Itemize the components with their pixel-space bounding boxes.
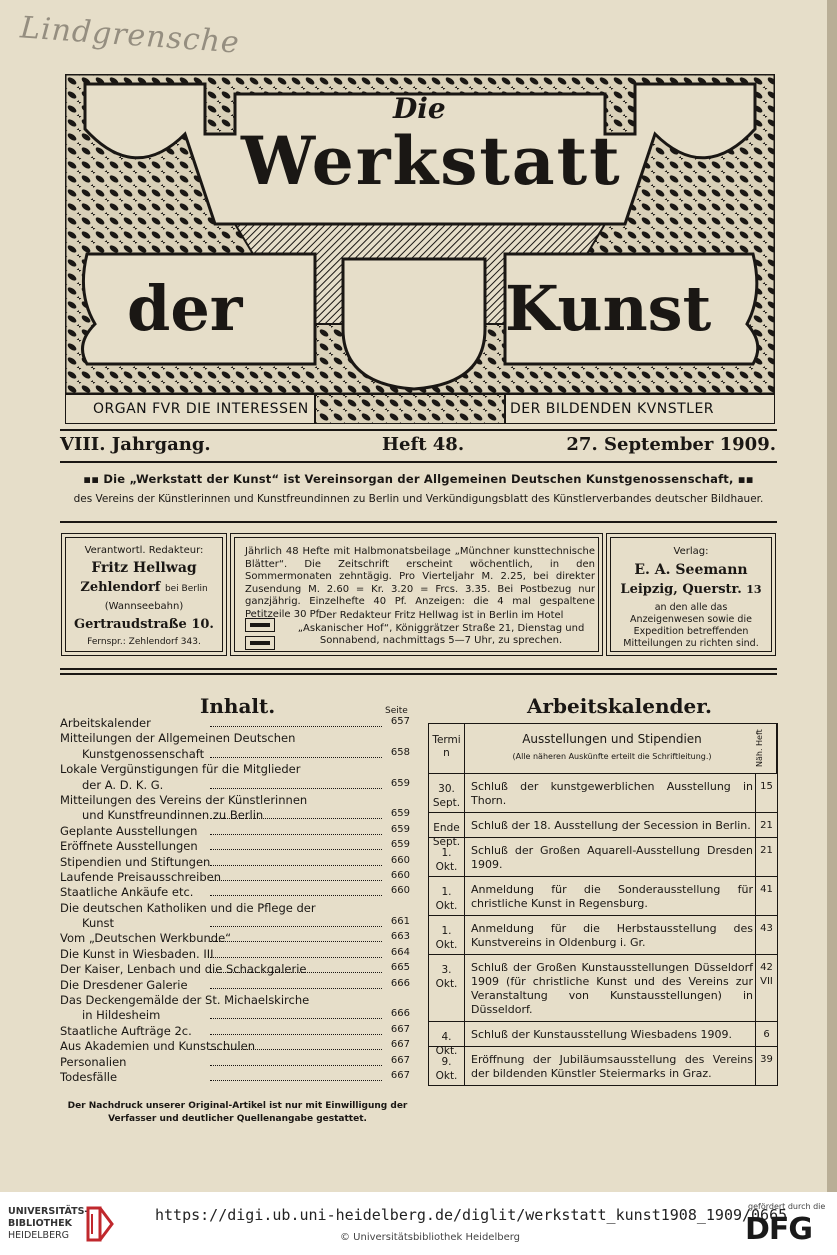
toc-row [60,947,410,962]
notice-line-1: ▪▪ Die „Werkstatt der Kunst“ ist Vereinsorgan der Allgemeinen Deutschen Kunstgenossenschaft, ▪▪ [83,472,754,486]
calendar-heft: 39 [755,1047,777,1085]
calendar-date: 4. Okt. [429,1022,465,1046]
calendar-row [429,1047,777,1085]
calendar-date: 30. Sept. [429,774,465,812]
header-subtitle: (Alle näheren Auskünfte erteilt die Schriftleitung.) [512,752,712,761]
calendar-row [429,877,777,916]
subscription-text: Jährlich 48 Hefte mit Halbmonatsbeilage „Münchner kunsttechnische Blätter“. Die Zeitschrift erscheint wöchentlich, in den Sommermonaten zehntägig. Pro Vierteljahr M. 2.25, bei direkter Zusendung M. 2.60 = Kr. 3.20 = Frcs. 3.35. Bei Postbezug nur ganzjährig. Einzelhefte 40 Pf. Anzeigen: die 4 mal gespaltene Petitzeile 30 Pf. [245,546,595,620]
toc-page-number: 659 [390,777,410,789]
toc-row [60,1008,410,1023]
calendar-row [429,813,777,848]
toc-row [60,962,410,977]
footer-copyright: © Universitätsbibliothek Heidelberg [340,1232,521,1243]
calendar-date: Ende Sept. [429,813,465,837]
publisher-number: 13 [746,583,762,596]
calendar-date: 1. Okt. [429,838,465,876]
toc-entry-text: und Kunstfreundinnen zu Berlin [82,808,264,823]
uni-line-2: BIBLIOTHEK [8,1218,72,1229]
toc-page-number: 658 [390,746,410,758]
toc-leader-dots [210,1070,382,1081]
calendar-heft: 21 [755,813,777,837]
editor-box-inner [65,537,223,652]
calendar-rows [429,774,777,1085]
rule-boxes-2 [60,673,777,675]
rule-notice [60,521,777,523]
toc-leader-dots [210,716,382,727]
pointer-icon [245,618,275,632]
toc-row [60,870,410,885]
editor-town-suffix: bei Berlin [164,584,208,594]
rule-top [60,429,777,431]
calendar-heft: 6 [755,1022,777,1046]
issue-heft: Heft 48. [382,434,465,455]
masthead-organ-right: DER BILDENDEN KVNSTLER [510,401,715,417]
header-termin: Termin [429,724,465,773]
toc-page-number: 667 [390,1069,410,1081]
publisher-address [611,582,771,597]
page-edge [827,0,837,1192]
toc-leader-dots [210,962,382,973]
calendar-heft: 41 [755,877,777,915]
toc-entry-text: Vom „Deutschen Werkbunde“ [60,931,232,946]
toc-leader-dots [210,978,382,989]
toc-page-number: 659 [390,823,410,835]
toc-page-number: 665 [390,962,410,974]
toc-entry-text: Laufende Preisausschreiben [60,869,221,884]
masthead [65,74,775,424]
notice-line-2: des Vereins der Künstlerinnen und Kunstfreundinnen zu Berlin und Verkündigungsblatt des Künstlerverbandes deutscher Bildhauer. [73,493,764,505]
toc-row [60,855,410,870]
toc-entry-text: in Hildesheim [82,1008,161,1023]
editor-street: Gertraudstraße 10. [74,617,214,632]
toc-row [60,747,410,762]
editor-hours-text: Der Redakteur Fritz Hellwag ist in Berlin im Hotel „Askanischer Hof“, Königgrätzer Straße 21, Dienstag und Sonnabend, nachmittags 5—7 Uhr, zu sprechen. [297,610,585,646]
toc-row [60,793,410,808]
toc-leader-dots [210,1039,382,1050]
toc-page-number: 664 [390,946,410,958]
toc-entry-text: Kunst [82,916,115,931]
calendar-date: 3. Okt. [429,955,465,1021]
toc-leader-dots [210,839,382,850]
toc-row [60,931,410,946]
editor-label: Verantwortl. Redakteur: [84,545,204,556]
toc-entry-text: Mitteilungen der Allgemeinen Deutschen [60,731,296,746]
masthead-kunst: Kunst [505,272,712,345]
university-logo-icon[interactable] [84,1204,116,1244]
toc-row [60,839,410,854]
toc-row [60,1039,410,1054]
toc-page-number: 659 [390,808,410,820]
masthead-organ-left: ORGAN FVR DIE INTERESSEN [93,401,309,417]
toc-entry-text: Geplante Ausstellungen [60,823,198,838]
toc-entry-text: der A. D. K. G. [82,777,164,792]
toc-entry-text: Lokale Vergünstigungen für die Mitglieder [60,762,301,777]
editor-box [61,533,227,656]
toc-leader-dots [210,916,382,927]
publisher-box [606,533,776,656]
calendar-table [428,723,778,1086]
editor-name: Fritz Hellwag [91,560,197,576]
toc-leader-dots [210,1024,382,1035]
kalender-title: Arbeitskalender. [527,694,712,718]
toc-page-number: 660 [390,869,410,881]
toc-row [60,885,410,900]
calendar-header [429,724,777,774]
issue-line [60,434,780,460]
subscription-box-inner [234,537,599,652]
toc-entry-text: Die deutschen Katholiken und die Pflege der [60,900,316,915]
table-of-contents [60,716,410,1085]
toc-page-number: 667 [390,1023,410,1035]
uni-line-3: HEIDELBERG [8,1230,70,1241]
issue-jahrgang: VIII. Jahrgang. [60,434,211,455]
toc-row [60,1024,410,1039]
toc-page-number: 659 [390,839,410,851]
calendar-entry-text: Schluß der Kunstausstellung Wiesbadens 1909. [471,1028,733,1041]
toc-entry-text: Personalien [60,1054,127,1069]
editor-town-name: Zehlendorf [80,580,161,595]
toc-entry-text: Todesfälle [60,1069,118,1084]
toc-entry-text: Arbeitskalender [60,716,151,730]
publisher-text: an den alle das Anzeigenwesen sowie die Expedition betreffenden Mitteilungen zu richten sind. [623,602,759,649]
calendar-row [429,916,777,955]
toc-leader-dots [210,947,382,958]
toc-row [60,978,410,993]
toc-row [60,824,410,839]
footer-bar [0,1192,837,1255]
toc-row [60,778,410,793]
toc-entry-text: Der Kaiser, Lenbach und die Schackgalerie [60,962,307,977]
editor-place: (Wannseebahn) [104,601,184,612]
calendar-date: 1. Okt. [429,877,465,915]
masthead-die: Die [393,92,446,125]
source-url-link[interactable]: https://digi.ub.uni-heidelberg.de/diglit/werkstatt_kunst1908_1909/0665 [155,1206,788,1224]
calendar-row [429,774,777,813]
toc-page-number: 666 [390,977,410,989]
calendar-heft: 21 [755,838,777,876]
toc-page-number: 667 [390,1039,410,1051]
calendar-heft: 15 [755,774,777,812]
toc-leader-dots [210,808,382,819]
editor-town [66,580,222,595]
publisher-name: E. A. Seemann [634,562,748,578]
toc-leader-dots [210,747,382,758]
toc-entry-text: Stipendien und Stiftungen [60,854,211,869]
toc-row [60,716,410,731]
editor-phone: Fernspr.: Zehlendorf 343. [87,637,201,647]
calendar-date: 1. Okt. [429,916,465,954]
toc-entry-text: Das Deckengemälde der St. Michaelskirche [60,993,310,1008]
publisher-label: Verlag: [673,546,709,557]
toc-row [60,993,410,1008]
rule-issue [60,461,777,463]
subscription-box [230,533,603,656]
toc-leader-dots [210,931,382,942]
publisher-box-inner [610,537,772,652]
toc-leader-dots [210,778,382,789]
publisher-city: Leipzig, Querstr. [620,582,742,597]
toc-row [60,731,410,746]
toc-row [60,901,410,916]
toc-row [60,916,410,931]
calendar-entry-text: Schluß der kunstgewerblichen Ausstellung in Thorn. [471,780,753,807]
seite-label: Seite [385,706,408,716]
toc-entry-text: Staatliche Ankäufe etc. [60,885,194,900]
masthead-der: der [127,272,243,345]
calendar-row [429,1022,777,1057]
calendar-row [429,955,777,1022]
inhalt-title: Inhalt. [200,694,276,718]
toc-leader-dots [210,870,382,881]
toc-page-number: 661 [390,916,410,928]
toc-entry-text: Die Kunst in Wiesbaden. III [60,946,214,961]
toc-page-number: 657 [390,716,410,727]
dfg-logo[interactable]: DFG [745,1212,813,1247]
toc-leader-dots [210,1008,382,1019]
toc-leader-dots [210,1055,382,1066]
reprint-notice: Der Nachdruck unserer Original-Artikel ist nur mit Einwilligung der Verfasser und deutlicher Quellenangabe gestattet. [67,1101,408,1124]
calendar-heft: 43 [755,916,777,954]
dfg-label: gefördert durch die [748,1202,826,1211]
calendar-entry-text: Schluß der Großen Kunstausstellungen Düsseldorf 1909 (für christliche Kunst und des Vereins zur Veranstaltung von Kunstausstellungen) in Düsseldorf. [471,961,753,1016]
calendar-entry-text: Anmeldung für die Herbstausstellung des Kunstvereins in Oldenburg i. Gr. [471,922,753,949]
calendar-entry-text: Anmeldung für die Sonderausstellung für christliche Kunst in Regensburg. [471,883,753,910]
masthead-werkstatt: Werkstatt [241,122,622,200]
toc-entry-text: Eröffnete Ausstellungen [60,839,198,854]
issue-date: 27. September 1909. [566,434,776,455]
toc-row [60,1070,410,1085]
header-heft: Näh. Heft [755,724,777,773]
toc-entry-text: Kunstgenossenschaft [82,746,205,761]
toc-leader-dots [210,855,382,866]
toc-page-number: 667 [390,1054,410,1066]
toc-page-number: 666 [390,1008,410,1020]
toc-leader-dots [210,824,382,835]
calendar-entry-text: Schluß der Großen Aquarell-Ausstellung Dresden 1909. [471,844,753,871]
toc-page-number: 663 [390,931,410,943]
toc-entry-text: Staatliche Aufträge 2c. [60,1023,192,1038]
calendar-entry-text: Eröffnung der Jubiläumsausstellung des Vereins der bildenden Künstler Steiermarks in Graz. [471,1053,753,1080]
toc-page-number: 660 [390,885,410,897]
uni-line-1: UNIVERSITÄTS- [8,1206,89,1217]
toc-row [60,762,410,777]
toc-entry-text: Aus Akademien und Kunstschulen [60,1039,255,1054]
rule-boxes-1 [60,668,777,670]
header-title: Ausstellungen und Stipendien [522,732,702,746]
toc-row [60,1055,410,1070]
toc-leader-dots [210,885,382,896]
calendar-date: 9. Okt. [429,1047,465,1085]
handwritten-note: Lindgrensche [19,10,241,61]
calendar-entry-text: Schluß der 18. Ausstellung der Secession in Berlin. [471,819,751,832]
university-logo-text[interactable] [8,1206,88,1242]
calendar-row [429,838,777,877]
pointer-icon [245,636,275,650]
toc-entry-text: Mitteilungen des Vereins der Künstlerinnen [60,792,308,807]
toc-page-number: 660 [390,854,410,866]
toc-entry-text: Die Dresdener Galerie [60,977,188,992]
toc-row [60,808,410,823]
calendar-heft: 42 VII [755,955,777,1021]
